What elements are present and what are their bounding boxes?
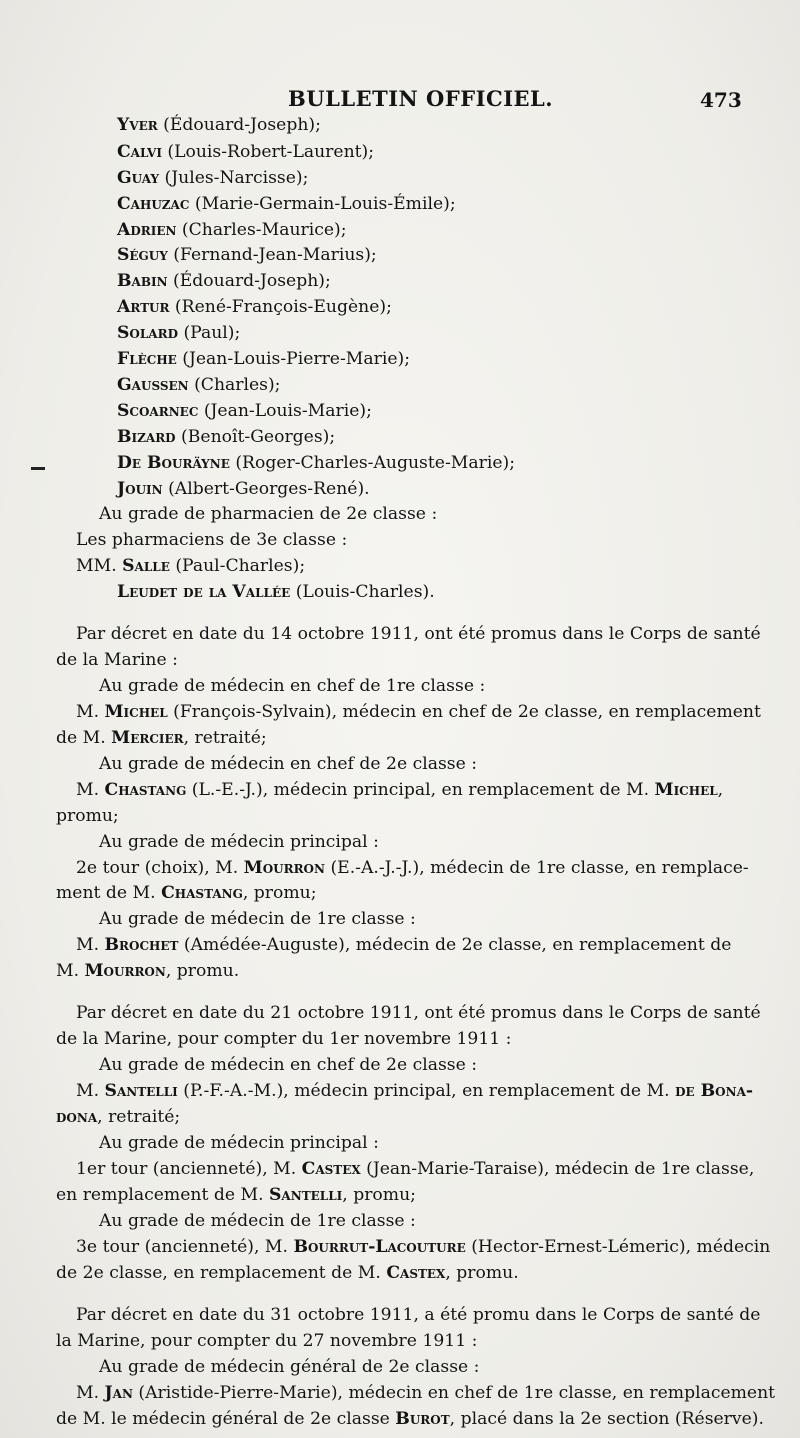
text-span: Au grade de médecin principal : <box>99 1133 379 1153</box>
text-line <box>117 193 456 215</box>
person-name: Séguy <box>117 245 168 265</box>
person-name: Adrien <box>117 220 177 240</box>
text-line <box>117 374 280 396</box>
text-span: Au grade de médecin de 1re classe : <box>99 1211 416 1231</box>
text-span: 2e tour (choix), M. <box>76 858 244 878</box>
text-line <box>56 649 178 671</box>
text-span: en remplacement de M. <box>56 1185 270 1205</box>
text-line <box>99 1356 479 1378</box>
text-span: (Louis-Robert-Laurent); <box>161 142 375 162</box>
text-span: Au grade de médecin en chef de 1re classe : <box>99 676 486 696</box>
person-name: Burot <box>395 1409 450 1429</box>
text-span: (Charles-Maurice); <box>176 220 347 240</box>
person-name: Flèche <box>117 349 177 369</box>
text-line <box>76 623 761 645</box>
text-span: (François-Sylvain), médecin en chef de 2e classe, en remplacement <box>167 702 761 722</box>
text-span: (Édouard-Joseph); <box>167 271 331 291</box>
text-line <box>99 831 379 853</box>
text-span: (L.-E.-J.), médecin principal, en remplacement de M. <box>186 780 655 800</box>
person-name: Babin <box>117 271 168 291</box>
person-name: Mercier <box>111 728 184 748</box>
text-line <box>76 529 347 551</box>
person-name: Solard <box>117 323 178 343</box>
text-span: Au grade de pharmacien de 2e classe : <box>99 504 438 524</box>
person-name: de Bona- <box>675 1081 754 1101</box>
text-span: , <box>717 780 724 800</box>
text-span: de M. le médecin général de 2e classe <box>56 1409 396 1429</box>
text-line <box>117 322 240 344</box>
page-header <box>0 86 800 116</box>
text-line <box>56 727 267 749</box>
text-span: (Paul); <box>178 323 241 343</box>
text-span: (Aristide-Pierre-Marie), médecin en chef de 1re classe, en remplacement <box>132 1383 776 1403</box>
text-span: (Benoît-Georges); <box>175 427 336 447</box>
text-span: (Marie-Germain-Louis-Émile); <box>189 194 456 214</box>
text-span: de la Marine : <box>56 650 178 670</box>
person-name: Mourron <box>243 858 325 878</box>
text-line <box>99 753 477 775</box>
person-name: De Bouräyne <box>117 453 230 473</box>
text-line <box>56 1330 477 1352</box>
person-name: Guay <box>117 168 160 188</box>
text-span: (René-François-Eugène); <box>169 297 392 317</box>
text-span: M. <box>76 1383 105 1403</box>
text-span: M. <box>76 935 105 955</box>
text-line <box>76 1158 754 1180</box>
text-line <box>99 1210 416 1232</box>
running-title: BULLETIN OFFICIEL. <box>288 86 554 111</box>
text-line <box>117 270 331 292</box>
margin-mark <box>31 467 45 470</box>
text-span: (Jules-Narcisse); <box>159 168 309 188</box>
text-span: (Jean-Marie-Taraise), médecin de 1re classe, <box>360 1159 755 1179</box>
text-line <box>56 1262 519 1284</box>
text-span: de 2e classe, en remplacement de M. <box>56 1263 387 1283</box>
text-span: , promu. <box>445 1263 519 1283</box>
text-span: Au grade de médecin général de 2e classe : <box>99 1357 480 1377</box>
text-line <box>117 478 370 500</box>
text-span: , promu; <box>342 1185 416 1205</box>
text-span: (Albert-Georges-René). <box>162 479 370 499</box>
text-line <box>76 1304 760 1326</box>
text-span: (Roger-Charles-Auguste-Marie); <box>229 453 515 473</box>
text-span: (Paul-Charles); <box>169 556 306 576</box>
text-line <box>56 882 317 904</box>
text-line <box>56 1184 416 1206</box>
text-span: Au grade de médecin en chef de 2e classe : <box>99 1055 478 1075</box>
text-span: promu; <box>56 806 119 826</box>
text-line <box>99 908 416 930</box>
person-name: Gaussen <box>117 375 189 395</box>
person-name: Cahuzac <box>117 194 190 214</box>
person-name: Castex <box>386 1263 446 1283</box>
text-line <box>99 675 485 697</box>
person-name: Bourrut-Lacouture <box>293 1237 466 1257</box>
text-span: ment de M. <box>56 883 162 903</box>
text-line <box>117 244 377 266</box>
text-span: 1er tour (ancienneté), M. <box>76 1159 302 1179</box>
text-line <box>76 779 723 801</box>
person-name: Mourron <box>84 961 166 981</box>
person-name: Castex <box>301 1159 361 1179</box>
text-span: , promu; <box>242 883 317 903</box>
text-span: , promu. <box>165 961 240 981</box>
text-line <box>76 1080 753 1102</box>
text-line <box>56 1106 180 1128</box>
text-line <box>99 1132 379 1154</box>
person-name: Salle <box>122 556 170 576</box>
text-span: M. <box>76 780 105 800</box>
text-line <box>56 805 119 827</box>
text-line <box>76 555 305 577</box>
text-span: Au grade de médecin de 1re classe : <box>99 909 416 929</box>
page-number: 473 <box>700 88 742 112</box>
text-line <box>117 581 435 603</box>
text-span: (Louis-Charles). <box>290 582 435 602</box>
person-name: Chastang <box>161 883 243 903</box>
text-span: Par décret en date du 14 octobre 1911, ont été promus dans le Corps de santé <box>76 624 761 644</box>
person-name: Chastang <box>104 780 187 800</box>
text-line <box>117 114 321 136</box>
text-line <box>76 934 731 956</box>
text-span: MM. <box>76 556 123 576</box>
text-span: (Jean-Louis-Marie); <box>198 401 372 421</box>
person-name: Brochet <box>104 935 179 955</box>
text-span: la Marine, pour compter du 27 novembre 1911 : <box>56 1331 478 1351</box>
text-line <box>56 960 239 982</box>
text-span: (Jean-Louis-Pierre-Marie); <box>176 349 411 369</box>
person-name: Jan <box>104 1383 133 1403</box>
text-span: , placé dans la 2e section (Réserve). <box>449 1409 764 1429</box>
text-span: , retraité; <box>97 1107 181 1127</box>
text-span: (Amédée-Auguste), médecin de 2e classe, en remplacement de <box>178 935 732 955</box>
text-span: de la Marine, pour compter du 1er novembre 1911 : <box>56 1029 512 1049</box>
text-line <box>117 452 515 474</box>
text-line <box>76 1382 775 1404</box>
text-span: (E.-A.-J.-J.), médecin de 1re classe, en remplace- <box>324 858 749 878</box>
text-line <box>56 1028 511 1050</box>
text-line <box>56 1408 764 1430</box>
text-line <box>117 296 392 318</box>
person-name: Santelli <box>104 1081 178 1101</box>
text-line <box>99 503 437 525</box>
text-span: M. <box>76 702 105 722</box>
person-name: Scoarnec <box>117 401 199 421</box>
person-name: Bizard <box>117 427 176 447</box>
text-line <box>117 348 410 370</box>
text-line <box>99 1054 477 1076</box>
person-name: Leudet de la Vallée <box>117 582 291 602</box>
text-span: Au grade de médecin principal : <box>99 832 379 852</box>
person-name: Michel <box>104 702 168 722</box>
text-span: , retraité; <box>183 728 267 748</box>
person-name: Calvi <box>117 142 162 162</box>
text-span: M. <box>76 1081 105 1101</box>
text-span: (Fernand-Jean-Marius); <box>167 245 377 265</box>
person-name: Artur <box>117 297 170 317</box>
text-span: Par décret en date du 31 octobre 1911, a été promu dans le Corps de santé de <box>76 1305 761 1325</box>
text-span: (P.-F.-A.-M.), médecin principal, en remplacement de M. <box>177 1081 676 1101</box>
text-line <box>76 701 761 723</box>
person-name: Santelli <box>269 1185 343 1205</box>
text-span: Au grade de médecin en chef de 2e classe : <box>99 754 478 774</box>
text-span: 3e tour (ancienneté), M. <box>76 1237 294 1257</box>
text-line <box>117 167 308 189</box>
text-span: M. <box>56 961 85 981</box>
text-line <box>76 1002 761 1024</box>
person-name: Michel <box>654 780 718 800</box>
text-line <box>76 1236 770 1258</box>
text-line <box>117 400 372 422</box>
text-span: (Hector-Ernest-Lémeric), médecin <box>465 1237 771 1257</box>
text-span: de M. <box>56 728 112 748</box>
text-span: Les pharmaciens de 3e classe : <box>76 530 348 550</box>
text-line <box>76 857 749 879</box>
text-line <box>117 141 374 163</box>
text-line <box>117 426 335 448</box>
text-span: (Édouard-Joseph); <box>157 115 321 135</box>
person-name: Yver <box>117 115 158 135</box>
person-name: dona <box>56 1107 98 1127</box>
person-name: Jouin <box>117 479 163 499</box>
text-span: (Charles); <box>188 375 281 395</box>
text-line <box>117 219 347 241</box>
text-span: Par décret en date du 21 octobre 1911, ont été promus dans le Corps de santé <box>76 1003 761 1023</box>
